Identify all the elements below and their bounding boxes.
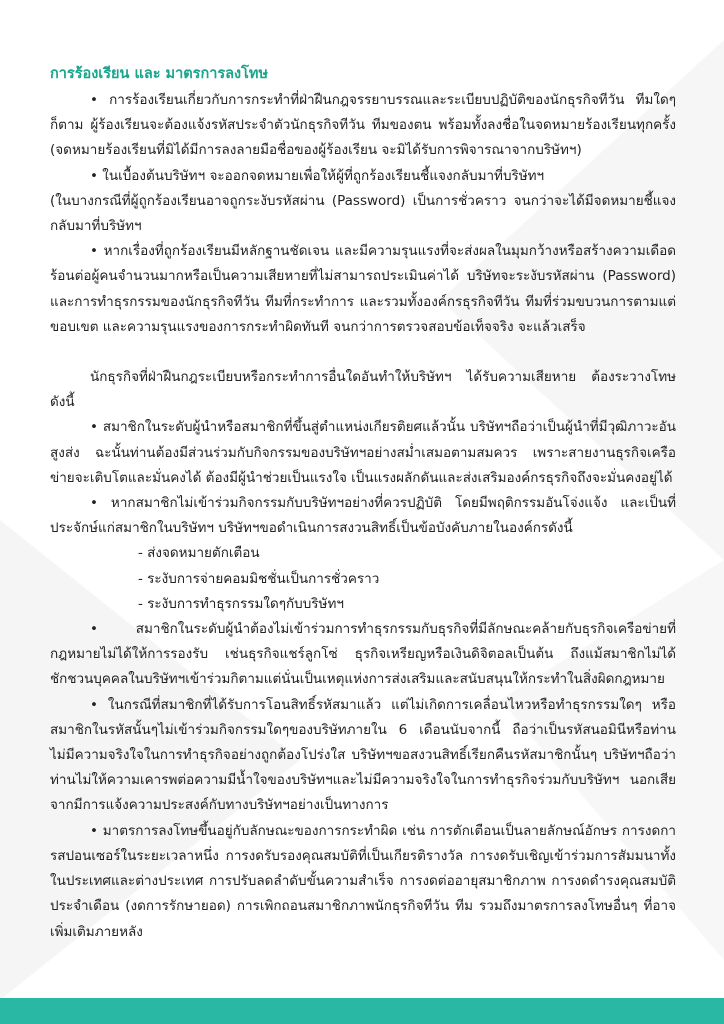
complaint-paragraph-1: • การร้องเรียนเกี่ยวกับการกระทำที่ฝ่าฝืนกฎจรรยาบรรณและระเบียบปฏิบัติของนักธุรกิจทีวัน ทีมใดๆ ก็ตาม ผู้ร้องเรียนจะต้องแจ้งรหัสประจำตัวนักธุรกิจทีวัน ทีมของตน พร้อมทั้งลงชื่อในจดหมายร้องเรียนทุกครั้ง (จดหมายร้องเรียนที่มิได้มีการลงลายมือชื่อของผู้ร้องเรียน จะมิได้รับการพิจารณาจากบริษัทฯ) [50, 92, 676, 159]
section-title: การร้องเรียน และ มาตรการลงโทษ [50, 66, 269, 82]
list-item: - ระงับการจ่ายคอมมิชชั่นเป็นการชั่วคราว [138, 570, 380, 587]
list-item: - ส่งจดหมายตักเตือน [138, 545, 260, 562]
penalty-paragraph-2: • หากสมาชิกไม่เข้าร่วมกิจกรรมกับบริษัทฯอย่างที่ควรปฏิบัติ โดยมีพฤติกรรมอันโจ่งแจ้ง และเป็นที่ประจักษ์แก่สมาชิกในบริษัทฯ บริษัทฯขอดำเนินการสงวนสิทธิ์เป็นข้อบังคับภายในองค์กรดังนี้ [50, 495, 676, 537]
penalty-intro: นักธุรกิจที่ฝ่าฝืนกฎระเบียบหรือกระทำการอื่นใดอันทำให้บริษัทฯ ได้รับความเสียหาย ต้องระวางโทษดังนี้ [50, 369, 676, 411]
complaint-paragraph-3: (ในบางกรณีที่ผู้ถูกร้องเรียนอาจถูกระงับรหัสผ่าน (Password) เป็นการชั่วคราว จนกว่าจะได้มีจดหมายชี้แจงกลับมาที่บริษัทฯ [50, 192, 676, 235]
penalty-action-list [50, 541, 676, 617]
footer-band [0, 998, 724, 1024]
penalty-paragraph-5: • มาตรการลงโทษขึ้นอยู่กับลักษณะของการกระทำผิด เช่น การตักเตือนเป็นลายลักษณ์อักษร การงดการสปอนเซอร์ในระยะเวลาหนึ่ง การงดรับรองคุณสมบัติที่เป็นเกียรติรางวัล การงดรับเชิญเข้าร่วมการสัมมนาทั้งในประเทศและต่างประเทศ การปรับลดลำดับขั้นความสำเร็จ การงดต่ออายุสมาชิกภาพ การงดดำรงคุณสมบัติประจำเดือน (งดการรักษายอด) การเพิกถอนสมาชิกภาพนักธุรกิจทีวัน ทีม รวมถึงมาตรการลงโทษอื่นๆ ที่อาจเพิ่มเติมภายหลัง [50, 822, 676, 940]
list-item: - ระงับการทำธุรกรรมใดๆกับบริษัทฯ [138, 595, 344, 612]
complaint-paragraph-4: • หากเรื่องที่ถูกร้องเรียนมีหลักฐานชัดเจน และมีความรุนแรงที่จะส่งผลในมุมกว้างหรือสร้างความเดือดร้อนต่อผู้คนจำนวนมากหรือเป็นความเสียหายที่ไม่สามารถประเมินค่าได้ บริษัทจะระงับรหัสผ่าน (Password) และการทำธุรกรรมของนักธุรกิจทีวัน ทีมที่กระทำการ และรวมทั้งองค์กรธุรกิจทีวัน ทีมที่ร่วมขบวนการตามแต่ขอบเขต และความรุนแรงของการกระทำผิดทันที จนกว่าการตรวจสอบข้อเท็จจริง จะแล้วเสร็จ [50, 243, 676, 335]
document-page [50, 62, 676, 945]
penalty-paragraph-1: • สมาชิกในระดับผู้นำหรือสมาชิกที่ขึ้นสู่ตำแหน่งเกียรติยศแล้วนั้น บริษัทฯถือว่าเป็นผู้นำที่มีวุฒิภาวะอันสูงส่ง ฉะนั้นท่านต้องมีส่วนร่วมกับกิจกรรมของบริษัทฯอย่างสม่ำเสมอตามสมควร เพราะสายงานธุรกิจเครือข่ายจะเติบโตและมั่นคงได้ ต้องมีผู้นำช่วยเป็นแรงใจ เป็นแรงผลักดันและส่งเสริมองค์กรธุรกิจถึงจะมั่นคงอยู่ได้ [50, 419, 676, 486]
penalty-paragraph-3: • สมาชิกในระดับผู้นำต้องไม่เข้าร่วมการทำธุรกรรมกับธุรกิจที่มีลักษณะคล้ายกับธุรกิจเครือข่ายที่กฎหมายไม่ได้ให้การรองรับ เช่นธุรกิจแชร์ลูกโซ่ ธุรกิจเหรียญหรือเงินดิจิตอลเป็นต้น ถึงแม้สมาชิกไม่ได้ชักชวนบุคคลในบริษัทฯเข้าร่วมกิตามแต่นั่นเป็นเหตุแห่งการส่งเสริมและสนับสนุนให้กระทำในสิ่งผิดกฎหมาย [50, 621, 676, 688]
complaint-paragraph-2: • ในเบื้องต้นบริษัทฯ จะออกจดหมายเพื่อให้ผู้ที่ถูกร้องเรียนชี้แจงกลับมาที่บริษัทฯ [90, 167, 545, 184]
penalty-paragraph-4: • ในกรณีที่สมาชิกที่ได้รับการโอนสิทธิ์รหัสมาแล้ว แต่ไม่เกิดการเคลื่อนไหวหรือทำธุรกรรมใดๆ หรือสมาชิกในรหัสนั้นๆไม่เข้าร่วมกิจกรรมใดๆของบริษัทภายใน 6 เดือนนับจากนี้ ถือว่าเป็นรหัสนอมินีหรือท่านไม่มีความจริงใจในการทำธุรกิจอย่างถูกต้องโปร่งใส บริษัทฯขอสงวนสิทธิ์เรียกคืนรหัสมาชิกนั้นๆ บริษัทฯถือว่าท่านไม่ให้ความเคารพต่อความมีน้ำใจของบริษัทฯและไม่มีความจริงใจในการทำธุรกิจร่วมกับบริษัทฯ นอกเสียจากมีการแจ้งความประสงค์กับทางบริษัทฯอย่างเป็นทางการ [50, 696, 676, 814]
